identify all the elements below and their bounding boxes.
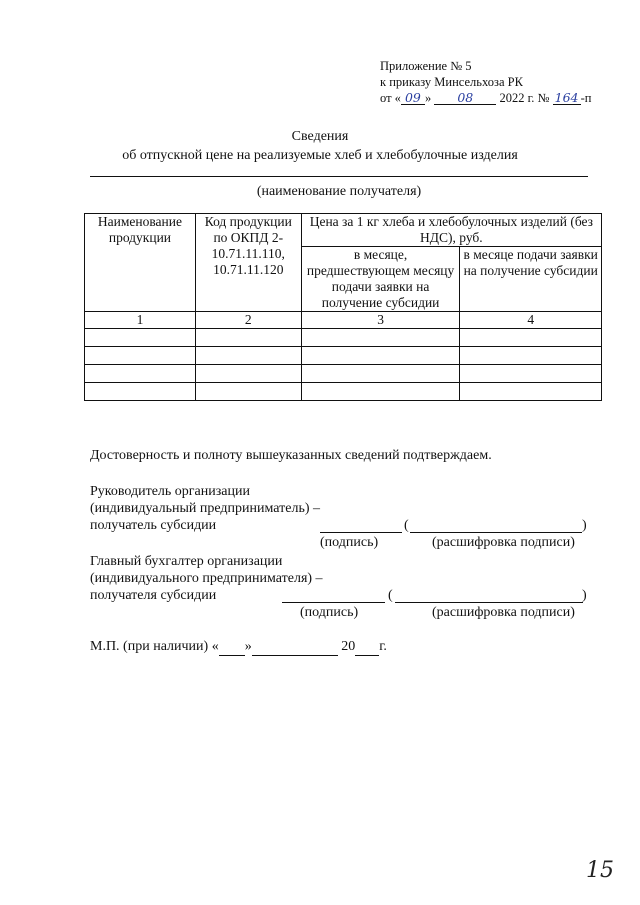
col-num-3: 3: [301, 312, 460, 329]
col-num-1: 1: [85, 312, 196, 329]
appendix-label: Приложение № 5: [380, 59, 472, 73]
sig1-sign-line: [320, 532, 402, 533]
table-row: [85, 365, 602, 383]
sig1-decode-line: [410, 532, 582, 533]
stamp-day-blank: [219, 638, 245, 656]
order-suffix: -п: [580, 91, 592, 105]
stamp-prefix: М.П. (при наличии) «: [90, 639, 219, 654]
sig1-open-paren: (: [404, 518, 409, 533]
sig2-decode-line: [395, 602, 583, 603]
recipient-line: [90, 176, 588, 177]
stamp-year-prefix: 20: [341, 639, 356, 654]
price-table: [84, 213, 602, 401]
stamp-year-blank: [355, 638, 379, 656]
col-num-4: 4: [460, 312, 602, 329]
sig2-decode-caption: (расшифровка подписи): [432, 605, 575, 620]
sig1-sign-caption: (подпись): [320, 535, 379, 550]
order-day: 09: [401, 91, 425, 105]
recipient-caption: (наименование получателя): [256, 184, 422, 199]
sig2-line2: (индивидуального предпринимателя) –: [90, 571, 323, 586]
confirmation-text: Достоверность и полноту вышеуказанных сведений подтверждаем.: [90, 448, 492, 463]
col-header-current-month: в месяце подачи заявки на получение субсидии: [460, 247, 602, 312]
date-prefix: от «: [380, 91, 401, 105]
stamp-year-suffix: г.: [379, 639, 387, 654]
sig1-line2: (индивидуальный предприниматель) –: [90, 501, 320, 516]
date-mid: »: [424, 91, 432, 105]
approval-header: [380, 58, 591, 106]
order-label: к приказу Минсельхоза РК: [380, 75, 523, 89]
table-row: [85, 347, 602, 365]
table-row: [85, 383, 602, 401]
stamp-mid: »: [244, 639, 252, 654]
col-num-2: 2: [195, 312, 301, 329]
col-header-code: Код продукции по ОКПД 2-10.71.11.110, 10.71.11.120: [195, 214, 301, 312]
sig2-open-paren: (: [388, 588, 393, 603]
sig2-sign-caption: (подпись): [300, 605, 359, 620]
page-number: 15: [586, 858, 614, 883]
table-row: [85, 329, 602, 347]
stamp-line: [90, 638, 387, 656]
col-header-prev-month: в месяце, предшествующем месяцу подачи заявки на получение субсидии: [301, 247, 460, 312]
sig2-line1: Главный бухгалтер организации: [90, 554, 283, 569]
stamp-month-blank: [252, 638, 338, 656]
col-header-price-group: Цена за 1 кг хлеба и хлебобулочных изделий (без НДС), руб.: [301, 214, 601, 247]
sig2-close-paren: ): [582, 588, 587, 603]
sig1-close-paren: ): [582, 518, 587, 533]
sig1-line1: Руководитель организации: [90, 484, 250, 499]
sig2-line3: получателя субсидии: [90, 588, 217, 603]
doc-title: Сведения: [291, 129, 349, 144]
order-month: 08: [434, 91, 496, 105]
col-header-product: Наименование продукции: [85, 214, 196, 312]
sig1-decode-caption: (расшифровка подписи): [432, 535, 575, 550]
doc-subtitle: об отпускной цене на реализуемые хлеб и хлебобулочные изделия: [122, 148, 518, 163]
order-year: 2022 г. №: [499, 91, 550, 105]
sig1-line3: получатель субсидии: [90, 518, 217, 533]
order-date-line: [380, 90, 591, 106]
sig2-sign-line: [282, 602, 385, 603]
order-number: 164: [553, 91, 581, 105]
